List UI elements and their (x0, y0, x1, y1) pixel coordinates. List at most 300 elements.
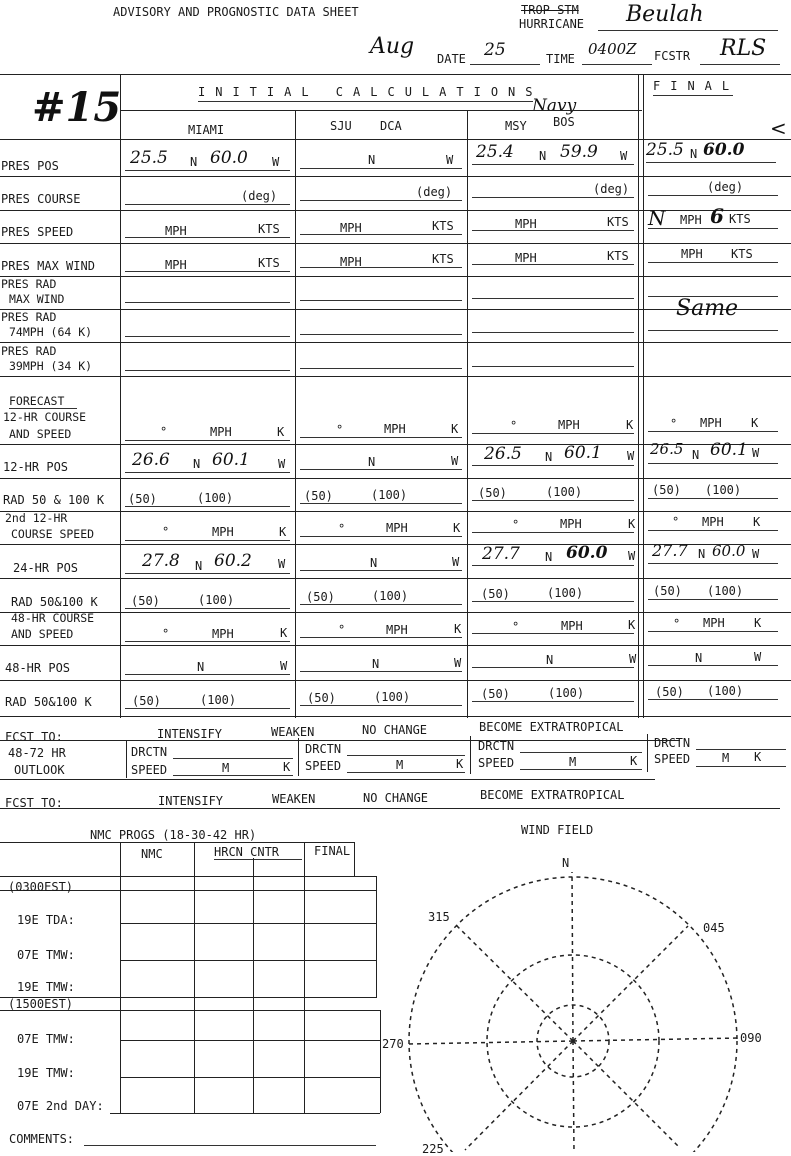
navy-drctn: DRCTN (478, 739, 515, 753)
hrcn-cntr-underline (214, 859, 302, 860)
miami-pos-line (125, 170, 290, 171)
row-label-forecast: FORECAST (9, 394, 65, 408)
navy-12-lon[interactable]: 60.1 (564, 443, 602, 463)
miami-2nd-k: K (279, 525, 287, 539)
miami-outlook-m: M (222, 761, 230, 775)
initial-header-underline (198, 101, 533, 102)
navy-2nd-mph: MPH (560, 517, 582, 531)
progs-col (120, 842, 121, 1113)
sju-drctn: DRCTN (305, 742, 342, 756)
progs-0300est: (0300EST) (8, 880, 74, 894)
miami-48p-line (125, 674, 290, 675)
rad-74-line (472, 332, 634, 333)
navy-24-n: N (545, 550, 553, 564)
miami-pos-n: N (190, 155, 198, 169)
final-maxwind-mph: MPH (681, 247, 703, 261)
navy-24-lat[interactable]: 27.7 (482, 544, 520, 564)
row-sep (0, 342, 791, 343)
miami-12-lon[interactable]: 60.1 (212, 450, 250, 470)
miami-rad-c-50: (50) (132, 694, 161, 708)
final-course-value[interactable]: N (648, 206, 666, 230)
row-label-12hr-course: 12-HR COURSE (3, 410, 87, 424)
sju-outlook-line (347, 772, 465, 773)
storm-name-line (598, 30, 778, 31)
miami-maxwind-mph: MPH (165, 258, 187, 272)
row-label-rad-50-100-b: RAD 50&100 K (11, 595, 98, 609)
sju-course-deg: (deg) (416, 185, 453, 199)
wind-field-270: 270 (382, 1037, 404, 1051)
final-48p-w: W (754, 650, 762, 664)
sju-48c-k: K (454, 622, 462, 636)
grid-subheader-line (120, 110, 642, 111)
row-label-max-wind: MAX WIND (9, 292, 65, 306)
navy-pos-w: W (620, 149, 628, 163)
weaken-option-1[interactable]: WEAKEN (271, 725, 315, 739)
sju-2nd-deg: ° (338, 522, 346, 536)
final-outlook-line (696, 766, 786, 767)
advisory-number[interactable]: #15 (32, 84, 122, 131)
row-label-pres-max-wind: PRES MAX WIND (1, 259, 95, 273)
sju-fc12-line (300, 437, 462, 438)
comments-line (84, 1145, 376, 1146)
progs-row-19e-tmw-b: 19E TMW: (17, 1066, 75, 1080)
col-dca: DCA (380, 119, 402, 133)
sju-rad-a-100: (100) (371, 488, 408, 502)
wind-spoke-s (573, 1041, 574, 1152)
navy-rad-a-100: (100) (546, 485, 583, 499)
extratropical-option-1[interactable]: BECOME EXTRATROPICAL (479, 720, 624, 734)
sju-48c-mph: MPH (386, 623, 408, 637)
final-drctn: DRCTN (654, 736, 691, 750)
miami-48p-w: W (280, 659, 288, 673)
date-label: DATE (437, 52, 466, 66)
navy-48p-n: N (546, 653, 554, 667)
row-sep (0, 376, 791, 377)
final-48c-mph: MPH (703, 616, 725, 630)
rad-max-line (472, 298, 634, 299)
final-course-line (648, 195, 778, 196)
margin-mark: < (770, 116, 787, 140)
navy-48p-line (472, 667, 634, 668)
final-drctn-line (696, 749, 786, 750)
fcst-to-label-2: FCST TO: (5, 796, 63, 810)
hurricane-label: HURRICANE (519, 17, 585, 31)
sju-pos-n: N (368, 153, 376, 167)
progs-1500est: (1500EST) (8, 997, 74, 1011)
outlook-label-2: OUTLOOK (14, 763, 65, 777)
final-24-lon[interactable]: 60.0 (712, 542, 746, 560)
row-label-24hr-pos: 24-HR POS (13, 561, 79, 575)
fcst-line-2 (0, 808, 780, 809)
final-24-n: N (698, 547, 706, 561)
hrcn-cntr-col-header: HRCN CNTR (214, 845, 280, 859)
sju-24-line (300, 570, 462, 571)
progs-row-07e-2nd-day: 07E 2nd DAY: (17, 1099, 104, 1113)
miami-fc12-k: K (277, 425, 285, 439)
final-speed-kts: KTS (729, 212, 751, 226)
miami-rad-a-50: (50) (128, 492, 157, 506)
progs-col (380, 1010, 381, 1113)
wind-spoke-e (573, 1038, 740, 1041)
navy-maxwind-mph: MPH (515, 251, 537, 265)
navy-fc12-k: K (626, 418, 634, 432)
rad-max-line (300, 300, 462, 301)
progs-col (376, 876, 377, 998)
extratropical-option-2[interactable]: BECOME EXTRATROPICAL (480, 788, 625, 802)
final-24-lat[interactable]: 27.7 (652, 541, 688, 560)
miami-12-lat[interactable]: 26.6 (132, 450, 170, 470)
row-label-pres-course: PRES COURSE (1, 192, 81, 206)
miami-fc12-mph: MPH (210, 425, 232, 439)
final-48c-deg: ° (673, 617, 681, 631)
navy-pos-lon[interactable]: 59.9 (560, 142, 598, 162)
time-value[interactable]: 0400Z (588, 40, 637, 58)
row-sep (0, 478, 791, 479)
miami-48c-line (125, 641, 290, 642)
navy-fc12-line (472, 433, 634, 434)
initial-calculations-header: INITIAL CALCULATIONS (198, 85, 543, 99)
miami-pos-lat[interactable]: 25.5 (130, 148, 168, 168)
navy-speed-mph: MPH (515, 217, 537, 231)
navy-maxwind-kts: KTS (607, 249, 629, 263)
wind-field-north: N (562, 856, 570, 870)
sju-maxwind-kts: KTS (432, 252, 454, 266)
miami-drctn: DRCTN (131, 745, 168, 759)
navy-outlook-m: M (569, 755, 577, 769)
final-maxwind-kts: KTS (731, 247, 753, 261)
col-bos: BOS (553, 115, 575, 129)
final-2nd-deg: ° (672, 515, 680, 529)
row-label-pres-speed: PRES SPEED (1, 225, 74, 239)
final-12-lat[interactable]: 26.5 (650, 440, 684, 458)
miami-outlook-line (173, 775, 293, 776)
sju-fc12-mph: MPH (384, 422, 406, 436)
miami-maxwind-line (125, 271, 290, 272)
final-12-line (648, 463, 778, 464)
sju-rad-a-50: (50) (304, 489, 333, 503)
sju-outlook-k: K (456, 757, 464, 771)
col-sju: SJU (330, 119, 352, 133)
wind-field-315: 315 (428, 910, 450, 924)
progs-col (253, 858, 254, 1113)
row-label-and-speed: AND SPEED (9, 427, 72, 441)
row-label-74mph: 74MPH (64 K) (9, 325, 93, 339)
row-sep (0, 243, 791, 244)
sju-pos-w: W (446, 153, 454, 167)
navy-course-deg: (deg) (593, 182, 630, 196)
navy-outlook-line (520, 769, 642, 770)
final-rad-a-line (648, 498, 778, 499)
navy-rad-b-line (472, 601, 634, 602)
row-label-rad-50-100-c: RAD 50&100 K (5, 695, 92, 709)
row-sep (0, 210, 791, 211)
sju-2nd-line (300, 536, 462, 537)
rad-39-line (125, 370, 290, 371)
miami-48c-deg: ° (162, 627, 170, 641)
navy-rad-a-50: (50) (478, 486, 507, 500)
time-line (582, 64, 652, 65)
miami-24-w: W (278, 557, 286, 571)
progs-row-19e-tmw-a: 19E TMW: (17, 980, 75, 994)
trop-stm-label: TROP STM (521, 3, 579, 17)
miami-rad-c-line (125, 708, 290, 709)
weaken-option-2[interactable]: WEAKEN (272, 792, 316, 806)
miami-speed-line (125, 237, 290, 238)
outlook-label-1: 48-72 HR (8, 746, 66, 760)
no-change-option-1[interactable]: NO CHANGE (362, 723, 428, 737)
miami-rad-b-line (125, 608, 290, 609)
sju-rad-c-line (300, 705, 462, 706)
row-label-48hr-and-speed: AND SPEED (11, 627, 74, 641)
row-label-rad-50-100-a: RAD 50 & 100 K (3, 493, 105, 507)
row-label-pres-rad-39: PRES RAD (1, 344, 57, 358)
sju-outlook-m: M (396, 758, 404, 772)
fcst-line-1 (0, 740, 680, 741)
final-fc12-line (648, 431, 778, 432)
time-label: TIME (546, 52, 575, 66)
sju-speed-line (300, 234, 462, 235)
sju-rad-a-line (300, 503, 462, 504)
miami-24-lon[interactable]: 60.2 (214, 551, 252, 571)
sju-rad-c-100: (100) (374, 690, 411, 704)
miami-speed-mph: MPH (165, 224, 187, 238)
row-sep (0, 309, 791, 310)
rad-74-line (648, 330, 778, 331)
row-sep (0, 612, 791, 613)
month-entry[interactable]: Aug (370, 34, 415, 59)
navy-course-line (472, 197, 634, 198)
miami-rad-a-100: (100) (197, 491, 234, 505)
final-speed-value[interactable]: 6 (710, 204, 724, 228)
miami-24-line (125, 573, 290, 574)
wind-spoke-n (572, 872, 573, 1041)
col-navy-handwritten[interactable]: Navy (532, 96, 577, 116)
navy-48c-deg: ° (512, 620, 520, 634)
miami-drctn-line (173, 758, 293, 759)
navy-rad-b-100: (100) (547, 586, 584, 600)
grid-col-1 (120, 74, 121, 718)
final-course-deg: (deg) (707, 180, 744, 194)
final-48p-n: N (695, 651, 703, 665)
fcst-to-label-1: FCST TO: (5, 730, 63, 744)
progs-row-line (120, 1040, 380, 1041)
grid-col-4b (643, 74, 644, 718)
final-fc12-k: K (751, 416, 759, 430)
miami-course-line (125, 204, 290, 205)
navy-24-line (472, 565, 634, 566)
navy-48c-k: K (628, 618, 636, 632)
navy-12-lat[interactable]: 26.5 (484, 444, 522, 464)
navy-rad-c-50: (50) (481, 687, 510, 701)
final-rad-same[interactable]: Same (676, 296, 739, 321)
sju-rad-b-50: (50) (306, 590, 335, 604)
row-label-pres-pos: PRES POS (1, 159, 59, 173)
miami-rad-c-100: (100) (200, 693, 237, 707)
progs-col (194, 842, 195, 1113)
final-rad-b-50: (50) (653, 584, 682, 598)
final-rad-a-100: (100) (705, 483, 742, 497)
progs-row-07e-tmw-b: 07E TMW: (17, 1032, 75, 1046)
miami-speed-kts: KTS (258, 222, 280, 236)
final-24-w: W (752, 547, 760, 561)
row-sep (0, 276, 791, 277)
sju-48p-w: W (454, 656, 462, 670)
navy-pos-lat[interactable]: 25.4 (476, 142, 514, 162)
sju-pos-line (300, 168, 462, 169)
final-outlook-speed: SPEED (654, 752, 691, 766)
date-value[interactable]: 25 (484, 40, 506, 60)
fcstr-value[interactable]: RLS (720, 36, 767, 61)
sju-12-w: W (451, 454, 459, 468)
row-label-39mph: 39MPH (34 K) (9, 359, 93, 373)
miami-12-w: W (278, 457, 286, 471)
row-label-pres-rad-74: PRES RAD (1, 310, 57, 324)
navy-12-w: W (627, 449, 635, 463)
rad-39-line (300, 368, 462, 369)
progs-row-line (120, 960, 376, 961)
progs-row-line (120, 1077, 380, 1078)
sju-rad-b-line (300, 604, 462, 605)
final-48c-line (648, 631, 778, 632)
miami-pos-lon[interactable]: 60.0 (210, 148, 248, 168)
navy-speed-kts: KTS (607, 215, 629, 229)
no-change-option-2[interactable]: NO CHANGE (363, 791, 429, 805)
wind-ring-inner (537, 1005, 609, 1077)
final-48c-k: K (754, 616, 762, 630)
final-col-header: FINAL (314, 844, 351, 858)
sheet-title: ADVISORY AND PROGNOSTIC DATA SHEET (113, 5, 359, 19)
forecast-underline (9, 408, 77, 409)
miami-24-lat[interactable]: 27.8 (142, 551, 180, 571)
navy-2nd-line (472, 532, 634, 533)
progs-row-07e-tmw-a: 07E TMW: (17, 948, 75, 962)
miami-rad-b-100: (100) (198, 593, 235, 607)
col-miami: MIAMI (188, 123, 225, 137)
miami-48p-n: N (197, 660, 205, 674)
navy-outlook-k: K (630, 754, 638, 768)
row-sep (0, 680, 791, 681)
intensify-option-1[interactable]: INTENSIFY (157, 727, 223, 741)
progs-col (304, 842, 305, 1113)
final-pos-n: N (690, 147, 698, 161)
outlook-col-3 (470, 736, 471, 774)
wind-spoke-sw (465, 1041, 573, 1150)
final-pos-lat[interactable]: 25.5 (646, 140, 684, 160)
fcstr-label: FCSTR (654, 49, 691, 63)
miami-outlook-k: K (283, 760, 291, 774)
sju-maxwind-line (300, 267, 462, 268)
miami-rad-b-50: (50) (131, 594, 160, 608)
final-12-lon[interactable]: 60.1 (710, 440, 748, 460)
navy-2nd-deg: ° (512, 518, 520, 532)
grid-col-3 (467, 110, 468, 718)
col-msy: MSY (505, 119, 527, 133)
sju-rad-b-100: (100) (372, 589, 409, 603)
wind-spoke-nw (456, 925, 573, 1041)
final-pos-lon[interactable]: 60.0 (703, 140, 745, 160)
miami-48c-k: K (280, 626, 288, 640)
sju-rad-c-50: (50) (307, 691, 336, 705)
miami-12-n: N (193, 457, 201, 471)
row-label-2nd-12hr: 2nd 12-HR (5, 511, 68, 525)
navy-rad-c-line (472, 701, 634, 702)
final-maxwind-line (648, 262, 778, 263)
row-sep (0, 578, 791, 579)
sju-speed-kts: KTS (432, 219, 454, 233)
final-24-line (648, 563, 778, 564)
progs-top-line (0, 842, 354, 843)
row-label-pres-rad-max: PRES RAD (1, 277, 57, 291)
final-outlook-m: M (722, 751, 730, 765)
final-rad-c-100: (100) (707, 684, 744, 698)
miami-pos-w: W (272, 155, 280, 169)
navy-rad-a-line (472, 500, 634, 501)
intensify-option-2[interactable]: INTENSIFY (158, 794, 224, 808)
navy-48p-w: W (629, 652, 637, 666)
final-2nd-k: K (753, 515, 761, 529)
final-header-underline (653, 95, 733, 96)
sju-fc12-deg: ° (336, 423, 344, 437)
outlook-col-1 (126, 740, 127, 778)
rad-74-line (300, 334, 462, 335)
outlook-col-2 (298, 738, 299, 776)
row-label-12hr-pos: 12-HR POS (3, 460, 69, 474)
wind-field-090: 090 (740, 1031, 762, 1045)
navy-fc12-deg: ° (510, 419, 518, 433)
navy-12-line (472, 465, 634, 466)
final-fc12-mph: MPH (700, 416, 722, 430)
final-rad-a-50: (50) (652, 483, 681, 497)
sju-48c-deg: ° (338, 623, 346, 637)
navy-2nd-k: K (628, 517, 636, 531)
final-speed-mph: MPH (680, 213, 702, 227)
final-2nd-mph: MPH (702, 515, 724, 529)
navy-48c-mph: MPH (561, 619, 583, 633)
nmc-progs-title: NMC PROGS (18-30-42 HR) (90, 828, 257, 842)
row-label-48hr-course: 48-HR COURSE (11, 611, 95, 625)
storm-name[interactable]: Beulah (626, 2, 704, 27)
navy-speed-line (472, 230, 634, 231)
comments-label: COMMENTS: (9, 1132, 75, 1146)
row-sep (0, 645, 791, 646)
navy-24-lon[interactable]: 60.0 (566, 543, 608, 563)
navy-pos-n: N (539, 149, 547, 163)
wind-spoke-ne (573, 926, 688, 1041)
final-rad-c-line (648, 699, 778, 700)
miami-outlook-speed: SPEED (131, 763, 168, 777)
miami-fc12-line (125, 440, 290, 441)
progs-row-line (120, 923, 376, 924)
final-speed-line (648, 228, 778, 229)
wind-spoke-se (573, 1041, 680, 1148)
sju-24-w: W (452, 555, 460, 569)
row-label-48hr-pos: 48-HR POS (5, 661, 71, 675)
grid-top-line (0, 74, 791, 75)
sju-speed-mph: MPH (340, 221, 362, 235)
navy-pos-line (472, 164, 634, 165)
progs-row-19e-tda: 19E TDA: (17, 913, 75, 927)
final-rad-c-50: (50) (655, 685, 684, 699)
final-rad-b-line (648, 599, 778, 600)
wind-ring-outer (409, 877, 737, 1152)
final-2nd-line (648, 530, 778, 531)
miami-12-line (125, 472, 290, 473)
miami-2nd-deg: ° (162, 525, 170, 539)
sju-24-n: N (370, 556, 378, 570)
wind-spoke-w (408, 1041, 573, 1044)
fcstr-line (700, 64, 780, 65)
sju-12-n: N (368, 455, 376, 469)
